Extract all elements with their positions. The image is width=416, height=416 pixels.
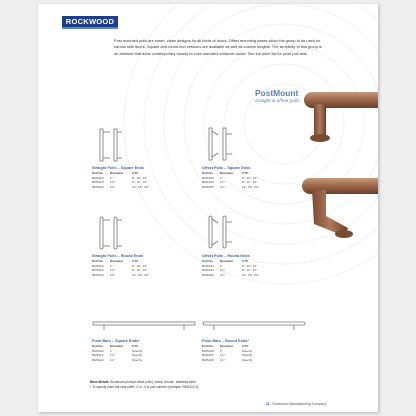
table-row [92, 273, 168, 278]
col-header-pull-no: Pull No. [202, 171, 214, 175]
cell-pull-no: RM3104 [92, 263, 104, 268]
spec-table-push-round [202, 344, 278, 362]
series-title: PostMount [255, 88, 299, 98]
section-title-push-square: Push Bars – Square Ends* [92, 339, 140, 343]
cell-pull-no: RM3103 [92, 175, 104, 180]
intro-paragraph: Post mounted pulls are smart, clean designs for all kinds of doors. Offset mounting bases allow this group to be used on narrow stile doors. Square and round end versions are available as well as custom lengths. The simplicity of this group is an attribute that adds contemporary beauty to even standard entrance doors. See the price list for push pull sets. [114, 38, 322, 56]
cell-pull-no: RM3116 [202, 353, 214, 358]
col-header-diameter: Diameter [110, 344, 124, 348]
straight-pull-photo [274, 90, 378, 150]
cell-pull-no: RM3102 [92, 348, 104, 353]
cell-ctc: 11", 16", 20" [132, 272, 149, 277]
cell-diameter: 1¼" [110, 268, 116, 273]
col-header-pull-no: Pull No. [202, 344, 214, 348]
cell-diameter: 1¼" [220, 357, 226, 362]
cell-pull-no: RM3134 [202, 263, 214, 268]
logo-wordmark: ROCKWOOD [62, 16, 118, 27]
table-row [202, 358, 278, 363]
cell-pull-no: RM3112 [92, 353, 104, 358]
section-title-offset-square: Offset Pulls – Square Ends [202, 166, 251, 170]
table-row [202, 273, 278, 278]
col-header-diameter: Diameter [220, 344, 234, 348]
logo-underline [62, 27, 118, 29]
spec-table-push-square [92, 344, 168, 362]
cell-diameter: 1¼" [220, 353, 226, 358]
cell-pull-no: RM3126 [202, 357, 214, 362]
table-row [92, 185, 168, 190]
cell-pull-no: RM3154 [202, 272, 214, 277]
cell-pull-no: RM3106 [202, 348, 214, 353]
cell-diameter: 1" [110, 348, 113, 353]
push-bar-square-drawing [92, 320, 196, 332]
cell-diameter: 1¼" [220, 268, 226, 273]
cell-pull-no: RM3130 [202, 175, 214, 180]
cell-ctc: Specify [132, 353, 143, 358]
cell-ctc: Specify [242, 353, 253, 358]
col-header-pull-no: Pull No. [202, 259, 214, 263]
cell-diameter: 1¼" [110, 357, 116, 362]
col-header-diameter: Diameter [110, 259, 124, 263]
cell-pull-no: RM3113 [92, 180, 104, 185]
table-row [92, 358, 168, 363]
cell-ctc: 8", 10", 12" [132, 263, 148, 268]
cell-diameter: 1¼" [220, 180, 226, 185]
col-header-ctc: CTC [132, 259, 139, 263]
section-title-offset-round: Offset Pulls – Round Ends [202, 254, 250, 258]
cell-ctc: 8", 11", 16" [242, 268, 258, 273]
cell-pull-no: RM3150 [202, 184, 214, 189]
push-bar-footnote: * To specify push bar sets suffix -2 or -3 to pull number (example: RM3102-3) [90, 385, 199, 390]
col-header-pull-no: Pull No. [92, 171, 104, 175]
cell-pull-no: RM3140 [202, 180, 214, 185]
base-metals-text: Aluminum (except offset pulls), brass, bronze, stainless steel [110, 380, 196, 384]
spec-table-straight-round [92, 259, 168, 277]
cell-ctc: 11", 16", 20" [242, 272, 259, 277]
col-header-pull-no: Pull No. [92, 259, 104, 263]
cell-pull-no: RM3114 [92, 268, 104, 273]
cell-ctc: 8", 10", 12" [242, 175, 258, 180]
section-title-straight-round: Straight Pulls – Round Ends [92, 254, 144, 258]
rockwood-logo [62, 16, 118, 30]
cell-diameter: 1" [220, 175, 223, 180]
catalog-page [38, 4, 378, 412]
cell-ctc: 8", 10", 12" [242, 263, 258, 268]
cell-ctc: Specify [132, 348, 143, 353]
col-header-ctc: CTC [132, 171, 139, 175]
cell-ctc: 8", 11", 16" [132, 268, 148, 273]
company-name: Rockwood Manufacturing Company [272, 402, 327, 406]
straight-square-drawing [96, 128, 126, 162]
straight-round-drawing [96, 216, 126, 250]
cell-pull-no: RM3123 [92, 184, 104, 189]
cell-ctc: 8", 10", 12" [132, 175, 148, 180]
col-header-diameter: Diameter [110, 171, 124, 175]
cell-pull-no: RM3144 [202, 268, 214, 273]
cell-ctc: Specify [132, 357, 143, 362]
series-subtitle: straight & offset pulls [255, 99, 300, 104]
base-metals-label: Base Metals: [90, 380, 110, 384]
cell-ctc: Specify [242, 357, 253, 362]
spec-table-offset-square [202, 171, 278, 189]
spec-table-straight-square [92, 171, 168, 189]
cell-diameter: 1¼" [110, 353, 116, 358]
section-title-straight-square: Straight Pulls – Square Ends [92, 166, 144, 170]
col-header-pull-no: Pull No. [92, 344, 104, 348]
section-title-push-round: Push Bars – Round Ends* [202, 339, 249, 343]
col-header-ctc: CTC [242, 344, 249, 348]
offset-round-drawing [206, 214, 236, 250]
cell-diameter: 1" [220, 263, 223, 268]
col-header-ctc: CTC [242, 259, 249, 263]
notes [90, 380, 320, 391]
table-row [202, 185, 278, 190]
cell-diameter: 1¼" [110, 180, 116, 185]
col-header-ctc: CTC [132, 344, 139, 348]
cell-ctc: Specify [242, 348, 253, 353]
cell-diameter: 1" [110, 263, 113, 268]
col-header-ctc: CTC [242, 171, 249, 175]
page-number: 11 [266, 402, 270, 406]
cell-diameter: 1¼" [110, 184, 116, 189]
spec-table-offset-round [202, 259, 278, 277]
cell-pull-no: RM3124 [92, 272, 104, 277]
cell-ctc: 8", 11", 16" [242, 180, 258, 185]
col-header-diameter: Diameter [220, 259, 234, 263]
offset-square-drawing [206, 126, 236, 162]
cell-ctc: 11", 16", 20" [242, 184, 259, 189]
cell-pull-no: RM3122 [92, 357, 104, 362]
push-bar-round-drawing [202, 320, 306, 332]
cell-diameter: 1¼" [110, 272, 116, 277]
offset-pull-photo [274, 176, 378, 242]
cell-diameter: 1" [110, 175, 113, 180]
page-footer [266, 402, 326, 406]
col-header-diameter: Diameter [220, 171, 234, 175]
cell-diameter: 1" [220, 348, 223, 353]
cell-diameter: 1¼" [220, 184, 226, 189]
cell-diameter: 1¼" [220, 272, 226, 277]
cell-ctc: 11", 16", 20" [132, 184, 149, 189]
cell-ctc: 8", 11", 16" [132, 180, 148, 185]
